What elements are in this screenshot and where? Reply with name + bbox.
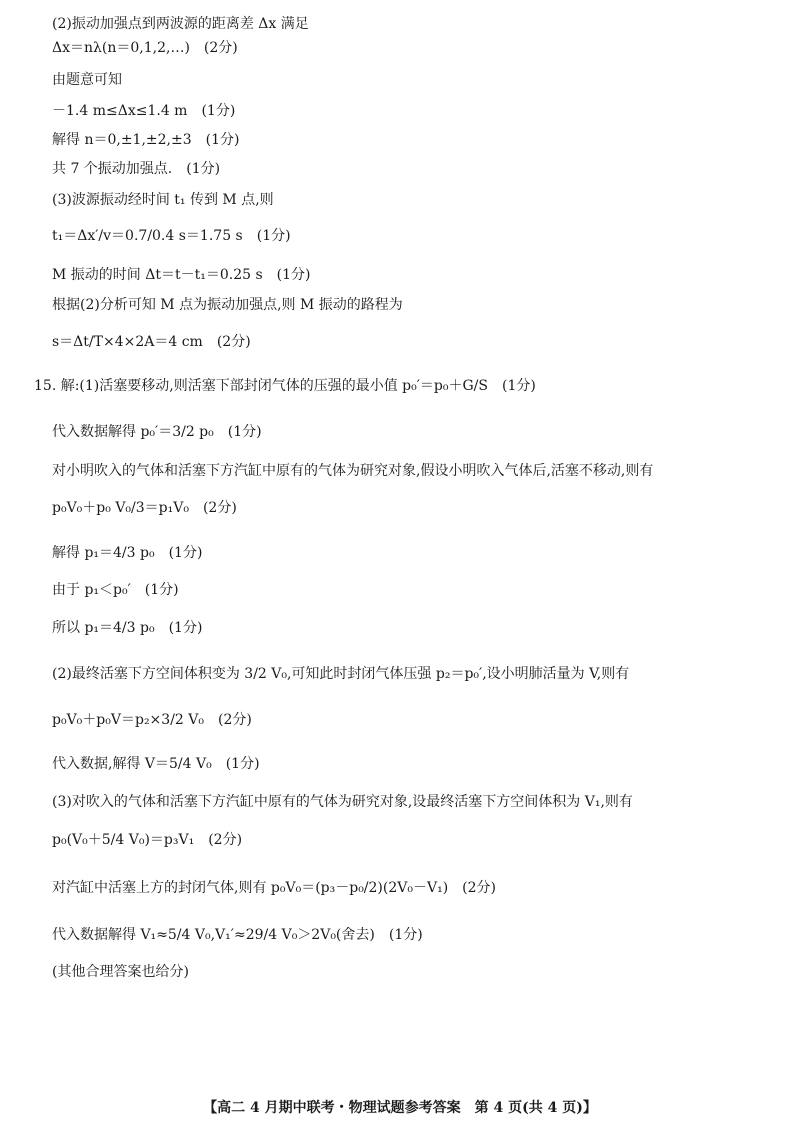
text-line: 代入数据解得 V₁≈5/4 V₀,V₁′≈29/4 V₀＞2V₀(舍去) (1分) [52,927,423,943]
text-line: t₁＝Δx′/v＝0.7/0.4 s＝1.75 s (1分) [52,228,291,244]
page-footer: 【高二 4 月期中联考・物理试题参考答案 第 4 页(共 4 页)】 [203,1100,597,1116]
text-line: p₀(V₀＋5/4 V₀)＝p₃V₁ (2分) [52,832,243,848]
text-line: 由题意可知 [52,72,122,88]
text-line: 代入数据,解得 V＝5/4 V₀ (1分) [52,756,260,772]
text-line: M 振动的时间 Δt＝t－t₁＝0.25 s (1分) [52,267,311,283]
text-line: 由于 p₁＜p₀′ (1分) [52,582,179,598]
text-line: Δx＝nλ(n＝0,1,2,…) (2分) [52,40,238,56]
text-line: (2)最终活塞下方空间体积变为 3/2 V₀,可知此时封闭气体压强 p₂＝p₀′,设小明肺活量为 V,则有 [52,666,630,682]
problem-15-heading: 15. 解:(1)活塞要移动,则活塞下部封闭气体的压强的最小值 p₀′＝p₀＋G/S (1分) [34,378,536,394]
text-line: p₀V₀＋p₀ V₀/3＝p₁V₀ (2分) [52,500,237,516]
text-line: 根据(2)分析可知 M 点为振动加强点,则 M 振动的路程为 [52,297,403,313]
text-line: 共 7 个振动加强点. (1分) [52,161,221,177]
text-line: 解得 p₁＝4/3 p₀ (1分) [52,545,203,561]
text-line: p₀V₀＋p₀V＝p₂×3/2 V₀ (2分) [52,712,252,728]
text-line: 解得 n＝0,±1,±2,±3 (1分) [52,132,240,148]
text-line: (3)对吹入的气体和活塞下方汽缸中原有的气体为研究对象,设最终活塞下方空间体积为 V₁,则有 [52,794,633,810]
text-line: (2)振动加强点到两波源的距离差 Δx 满足 [52,16,309,32]
text-line: －1.4 m≤Δx≤1.4 m (1分) [52,103,236,119]
text-line: 对小明吹入的气体和活塞下方汽缸中原有的气体为研究对象,假设小明吹入气体后,活塞不移动,则有 [52,463,654,479]
text-line: 对汽缸中活塞上方的封闭气体,则有 p₀V₀＝(p₃－p₀/2)(2V₀－V₁) (2分) [52,880,496,896]
text-line: 所以 p₁＝4/3 p₀ (1分) [52,620,203,636]
text-line: 代入数据解得 p₀′＝3/2 p₀ (1分) [52,424,262,440]
text-line: (其他合理答案也给分) [52,964,189,980]
text-line: s＝Δt/T×4×2A＝4 cm (2分) [52,334,251,350]
text-line: (3)波源振动经时间 t₁ 传到 M 点,则 [52,192,274,208]
